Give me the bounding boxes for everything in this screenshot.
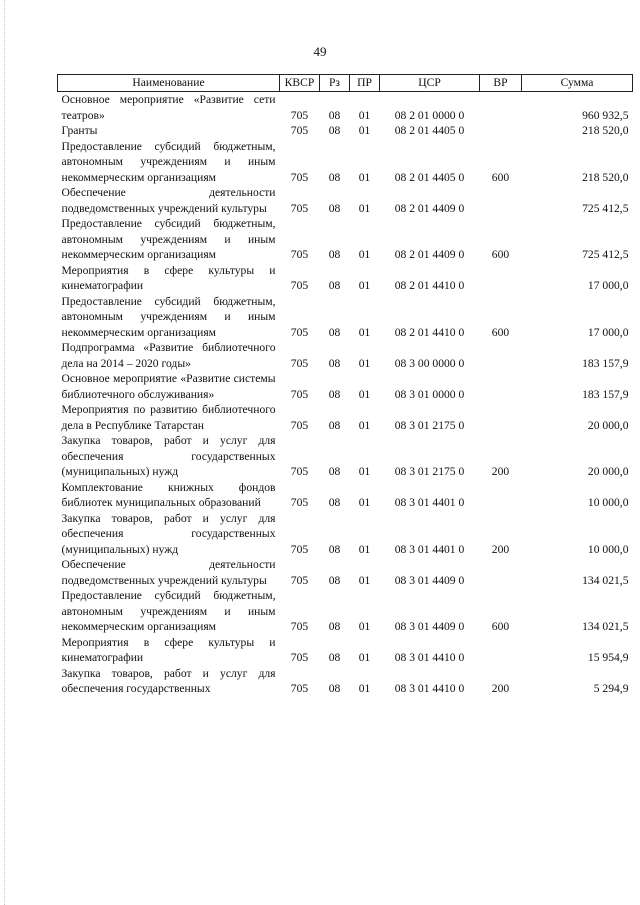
row-csr: 08 2 01 4410 0 [394, 325, 465, 339]
page-number: 49 [313, 44, 327, 59]
row-csr: 08 2 01 4405 0 [394, 124, 465, 137]
table-row [58, 216, 633, 263]
table-row [58, 263, 633, 294]
row-kvsr: 705 [290, 124, 309, 137]
row-rz: 08 [328, 279, 341, 292]
table-row [58, 185, 633, 216]
row-csr: 08 3 01 4410 0 [394, 682, 465, 695]
row-kvsr: 705 [290, 170, 309, 184]
row-sum: 15 954,9 [587, 651, 629, 664]
row-sum: 10 000,0 [587, 542, 629, 556]
table-row [58, 139, 633, 186]
table-row [58, 92, 633, 124]
row-rz: 08 [328, 124, 341, 137]
row-csr: 08 3 01 4401 0 [394, 542, 465, 556]
row-kvsr: 705 [290, 201, 309, 215]
header-sum: Сумма [522, 75, 633, 92]
row-sum: 134 021,5 [582, 573, 629, 587]
row-csr: 08 3 01 4401 0 [394, 496, 465, 509]
row-vr: 600 [491, 170, 510, 184]
row-rz: 08 [328, 418, 341, 432]
row-vr [480, 185, 522, 216]
row-sum: 10 000,0 [587, 496, 629, 509]
table-header-row [58, 75, 633, 92]
row-csr: 08 2 01 0000 0 [394, 108, 465, 122]
row-vr [480, 480, 522, 511]
table-row [58, 433, 633, 480]
row-sum: 5 294,9 [593, 682, 629, 695]
table-row [58, 635, 633, 666]
row-name: Комплектование книжных фондов библиотек муниципальных образований [61, 480, 276, 509]
row-name: Основное мероприятие «Развитие системы библиотечного обслуживания» [61, 372, 276, 401]
row-pr: 01 [358, 108, 371, 122]
row-rz: 08 [328, 356, 341, 370]
row-pr: 01 [358, 682, 371, 695]
row-sum: 17 000,0 [587, 279, 629, 292]
row-name: Закупка товаров, работ и услуг для обеспечения государственных (муниципальных) нужд [61, 511, 276, 556]
row-csr: 08 3 01 4409 0 [394, 620, 465, 633]
row-rz: 08 [328, 620, 341, 633]
row-pr: 01 [358, 279, 371, 292]
header-pr: ПР [350, 75, 380, 92]
row-csr: 08 3 01 4409 0 [394, 573, 465, 587]
row-sum: 17 000,0 [587, 325, 629, 339]
row-pr: 01 [358, 170, 371, 184]
header-vr: ВР [480, 75, 522, 92]
row-name: Подпрограмма «Развитие библиотечного дела на 2014 – 2020 годы» [61, 341, 276, 370]
table-row [58, 340, 633, 371]
row-rz: 08 [328, 201, 341, 215]
row-name: Закупка товаров, работ и услуг для обеспечения государственных (муниципальных) нужд [61, 434, 276, 478]
row-kvsr: 705 [290, 108, 309, 122]
left-margin-line [4, 0, 6, 905]
row-csr: 08 3 01 4410 0 [394, 651, 465, 664]
row-name: Предоставление субсидий бюджетным, автономным учреждениям и иным некоммерческим организациям [61, 294, 276, 339]
row-name: Основное мероприятие «Развитие сети театров» [61, 93, 276, 122]
row-pr: 01 [358, 620, 371, 633]
row-name: Предоставление субсидий бюджетным, автономным учреждениям и иным некоммерческим организациям [61, 217, 276, 261]
budget-table [57, 74, 633, 697]
row-vr: 200 [491, 542, 510, 556]
table-row [58, 294, 633, 341]
row-sum: 134 021,5 [582, 620, 629, 633]
row-csr: 08 3 00 0000 0 [394, 356, 465, 370]
row-csr: 08 3 01 0000 0 [394, 387, 465, 401]
row-vr: 200 [491, 465, 510, 478]
row-kvsr: 705 [290, 682, 309, 695]
row-kvsr: 705 [290, 573, 309, 587]
table-row [58, 666, 633, 697]
row-name: Обеспечение деятельности подведомственных учреждений культуры [61, 186, 276, 215]
row-kvsr: 705 [290, 325, 309, 339]
row-rz: 08 [328, 108, 341, 122]
header-csr: ЦСР [380, 75, 480, 92]
row-pr: 01 [358, 573, 371, 587]
row-pr: 01 [358, 356, 371, 370]
row-rz: 08 [328, 542, 341, 556]
row-vr [480, 92, 522, 124]
row-csr: 08 3 01 2175 0 [394, 418, 465, 432]
row-name: Гранты [61, 124, 98, 137]
row-sum: 960 932,5 [582, 108, 629, 122]
table-row [58, 480, 633, 511]
table-row [58, 123, 633, 139]
row-sum: 20 000,0 [587, 418, 629, 432]
row-vr: 600 [491, 325, 510, 339]
table-row [58, 371, 633, 402]
row-kvsr: 705 [290, 418, 309, 432]
row-vr [480, 635, 522, 666]
row-name: Обеспечение деятельности подведомственных учреждений культуры [61, 558, 276, 587]
row-sum: 183 157,9 [582, 387, 629, 401]
row-kvsr: 705 [290, 496, 309, 509]
table-row [58, 402, 633, 433]
row-pr: 01 [358, 124, 371, 137]
row-rz: 08 [328, 325, 341, 339]
row-kvsr: 705 [290, 248, 309, 261]
row-kvsr: 705 [290, 465, 309, 478]
row-sum: 20 000,0 [587, 465, 629, 478]
row-name: Мероприятия по развитию библиотечного дела в Республике Татарстан [61, 403, 276, 432]
row-sum: 725 412,5 [582, 248, 629, 261]
row-vr [480, 340, 522, 371]
row-rz: 08 [328, 387, 341, 401]
row-vr [480, 557, 522, 588]
table-row [58, 588, 633, 635]
header-kvsr: КВСР [280, 75, 320, 92]
table-row [58, 511, 633, 558]
header-name: Наименование [58, 75, 280, 92]
row-vr: 200 [491, 682, 510, 695]
row-pr: 01 [358, 418, 371, 432]
header-rz: Рз [320, 75, 350, 92]
row-vr [480, 402, 522, 433]
row-vr: 600 [491, 620, 510, 633]
row-sum: 218 520,0 [582, 124, 629, 137]
row-vr [480, 263, 522, 294]
row-csr: 08 2 01 4409 0 [394, 201, 465, 215]
row-csr: 08 2 01 4409 0 [394, 248, 465, 261]
row-vr [480, 371, 522, 402]
row-csr: 08 3 01 2175 0 [394, 465, 465, 478]
row-kvsr: 705 [290, 387, 309, 401]
row-rz: 08 [328, 465, 341, 478]
row-pr: 01 [358, 651, 371, 664]
row-pr: 01 [358, 542, 371, 556]
row-rz: 08 [328, 651, 341, 664]
row-pr: 01 [358, 201, 371, 215]
row-pr: 01 [358, 325, 371, 339]
row-csr: 08 2 01 4410 0 [394, 279, 465, 292]
row-kvsr: 705 [290, 651, 309, 664]
row-pr: 01 [358, 387, 371, 401]
row-name: Мероприятия в сфере культуры и кинематографии [61, 263, 276, 292]
row-rz: 08 [328, 170, 341, 184]
row-kvsr: 705 [290, 279, 309, 292]
row-rz: 08 [328, 496, 341, 509]
row-kvsr: 705 [290, 620, 309, 633]
row-kvsr: 705 [290, 542, 309, 556]
row-name: Мероприятия в сфере культуры и кинематографии [61, 635, 276, 664]
row-name: Предоставление субсидий бюджетным, автономным учреждениям и иным некоммерческим организациям [61, 589, 276, 633]
row-sum: 725 412,5 [582, 201, 629, 215]
row-name: Закупка товаров, работ и услуг для обеспечения государственных [61, 666, 276, 695]
row-name: Предоставление субсидий бюджетным, автономным учреждениям и иным некоммерческим организациям [61, 139, 276, 184]
row-sum: 218 520,0 [582, 170, 629, 184]
row-pr: 01 [358, 496, 371, 509]
row-csr: 08 2 01 4405 0 [394, 170, 465, 184]
row-vr [480, 123, 522, 139]
row-pr: 01 [358, 248, 371, 261]
row-rz: 08 [328, 573, 341, 587]
row-pr: 01 [358, 465, 371, 478]
row-kvsr: 705 [290, 356, 309, 370]
row-vr: 600 [491, 248, 510, 261]
row-rz: 08 [328, 682, 341, 695]
table-row [58, 557, 633, 588]
row-rz: 08 [328, 248, 341, 261]
row-sum: 183 157,9 [582, 356, 629, 370]
